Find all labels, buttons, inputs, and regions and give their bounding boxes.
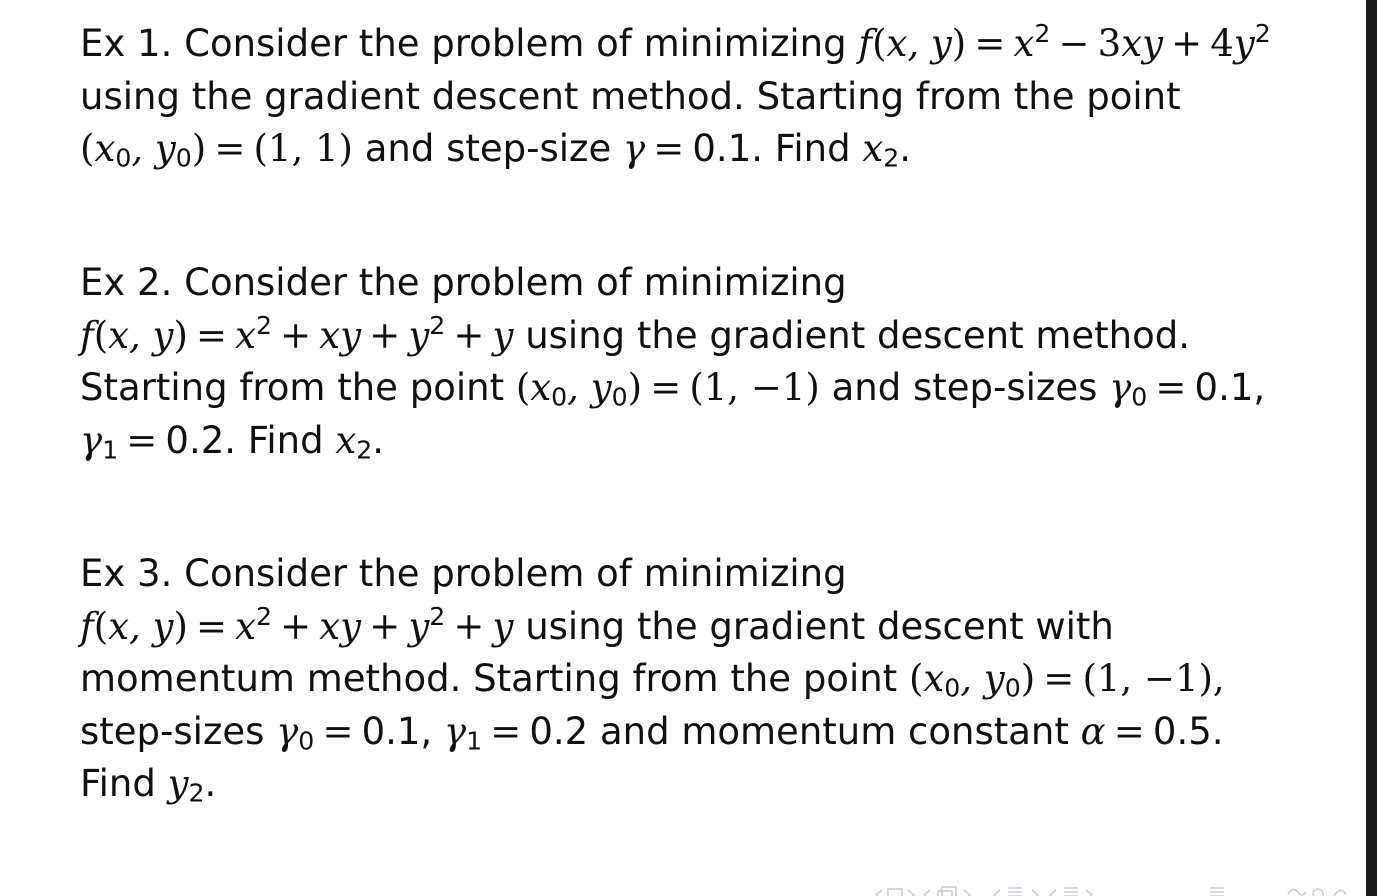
beamer-navigation-bar — [872, 878, 1366, 896]
exercise-2 — [80, 257, 1300, 467]
exercise-3-label: Ex 3. — [80, 552, 173, 595]
exercise-3-line-1 — [80, 548, 1300, 601]
exercise-2-line-2 — [80, 310, 1300, 363]
exercise-2-method: using the gradient descent method. — [525, 313, 1191, 357]
exercise-1-start-var: ($x_0$, $y_0$) = — [80, 127, 246, 173]
exercise-3-point: (1, −1), — [1082, 657, 1225, 700]
nav-appendix-icon[interactable] — [1210, 888, 1224, 896]
exercise-3-alpha-value: 0.5. — [1152, 709, 1224, 753]
exercise-2-line-1 — [80, 257, 1300, 310]
exercise-3-stepsize-label: step-sizes — [80, 709, 265, 753]
exercise-3-alpha: α — [1080, 709, 1106, 753]
exercise-2-start-label: Starting from the point — [80, 366, 505, 409]
exercise-2-gamma0: $\gamma_0$ — [1109, 366, 1148, 412]
nav-search-icon[interactable] — [1288, 889, 1346, 896]
exercise-1-stepsize-label: and step-size — [364, 127, 612, 170]
exercise-3-line-2 — [80, 601, 1300, 654]
exercise-3-function: f(x, $y) = x^2$ + xy + $y^2 + y$ — [80, 601, 514, 648]
exercise-1-line-2 — [80, 71, 1300, 124]
exercise-1 — [80, 18, 1300, 176]
exercise-2-gamma0-value: 0.1, — [1194, 366, 1266, 409]
exercise-2-line-4: $\gamma_1 = 0.2$. Find $x_2$. — [80, 418, 385, 465]
exercise-1-target: $x_2$ — [862, 127, 900, 173]
exercise-3-target: $y_2$ — [167, 762, 205, 808]
exercise-3-line-3 — [80, 653, 1300, 706]
exercise-1-function: f(x, $y) = x^2 - 3xy + 4y^2$ — [858, 19, 1271, 65]
exercise-3-line-4: step-sizes $\gamma_0 = 0.1$, $\gamma_1 = 0.2$ and momentum constant α = 0.5. — [80, 709, 1224, 756]
nav-frame-icon[interactable] — [924, 887, 970, 896]
exercise-3-method: using the gradient descent with — [525, 604, 1114, 648]
exercise-2-find: Find — [247, 418, 324, 462]
exercise-1-method: using the gradient descent method. Starting from the point — [80, 74, 1181, 118]
exercise-2-target: $x_2$ — [335, 418, 373, 465]
exercise-3-momentum-label: and momentum constant — [599, 709, 1069, 753]
nav-prev-slide-icon[interactable] — [876, 889, 914, 896]
exercise-3-find: Find — [80, 762, 156, 805]
exercise-1-label: Ex 1. — [80, 22, 173, 65]
nav-subsection-icon[interactable] — [994, 888, 1038, 896]
exercise-1-gamma: γ — [623, 127, 646, 170]
exercise-1-point: (1, 1) — [253, 127, 353, 170]
exercise-2-label: Ex 2. — [80, 261, 173, 304]
exercise-2-text: Consider the problem of minimizing — [184, 261, 847, 304]
exercise-2-start-var: ($x_0$, $y_0$) = — [515, 366, 682, 412]
exercise-2-stepsize-label: and step-sizes — [831, 366, 1098, 409]
exercise-2-function: f(x, $y) = x^2$ + xy + $y^2 + y$ — [80, 310, 514, 357]
window-edge — [1366, 0, 1377, 896]
exercise-3-text: Consider the problem of minimizing — [184, 552, 847, 595]
exercise-2-point: (1, −1) — [689, 366, 820, 409]
exercise-2-gamma1-value: 0.2. — [165, 418, 237, 462]
exercise-3-gamma0: $\gamma_0$ — [276, 709, 315, 756]
exercise-3-gamma1-value: 0.2 — [529, 709, 589, 753]
exercise-3-line-5: Find $y_2$. — [80, 762, 217, 808]
exercise-2-gamma1: $\gamma_1$ — [80, 418, 119, 465]
exercise-1-text: Consider the problem of minimizing — [184, 22, 847, 65]
exercise-1-find: Find — [774, 127, 851, 170]
exercise-2-line-3: Starting from the point ($x_0$, $y_0) = (1$, −1) and step-sizes $\gamma_0 = 0.1$, — [80, 366, 1266, 412]
exercise-1-line-1 — [80, 18, 1300, 71]
exercise-3-start-var: ($x_0$, $y_0$) = — [908, 657, 1075, 703]
exercise-1-line-3: ($x_0$, $y_0) = (1$, 1) and step-size γ = 0.1. Find $x_2$. — [80, 127, 911, 173]
nav-section-icon[interactable] — [1050, 888, 1092, 896]
exercise-3-start-label: momentum method. Starting from the point — [80, 657, 898, 700]
exercise-3-gamma1: $\gamma_1$ — [443, 709, 483, 756]
exercise-1-gamma-value: 0.1. — [692, 127, 763, 170]
exercise-3-gamma0-value: 0.1, — [361, 709, 433, 753]
exercise-3 — [80, 548, 1300, 811]
